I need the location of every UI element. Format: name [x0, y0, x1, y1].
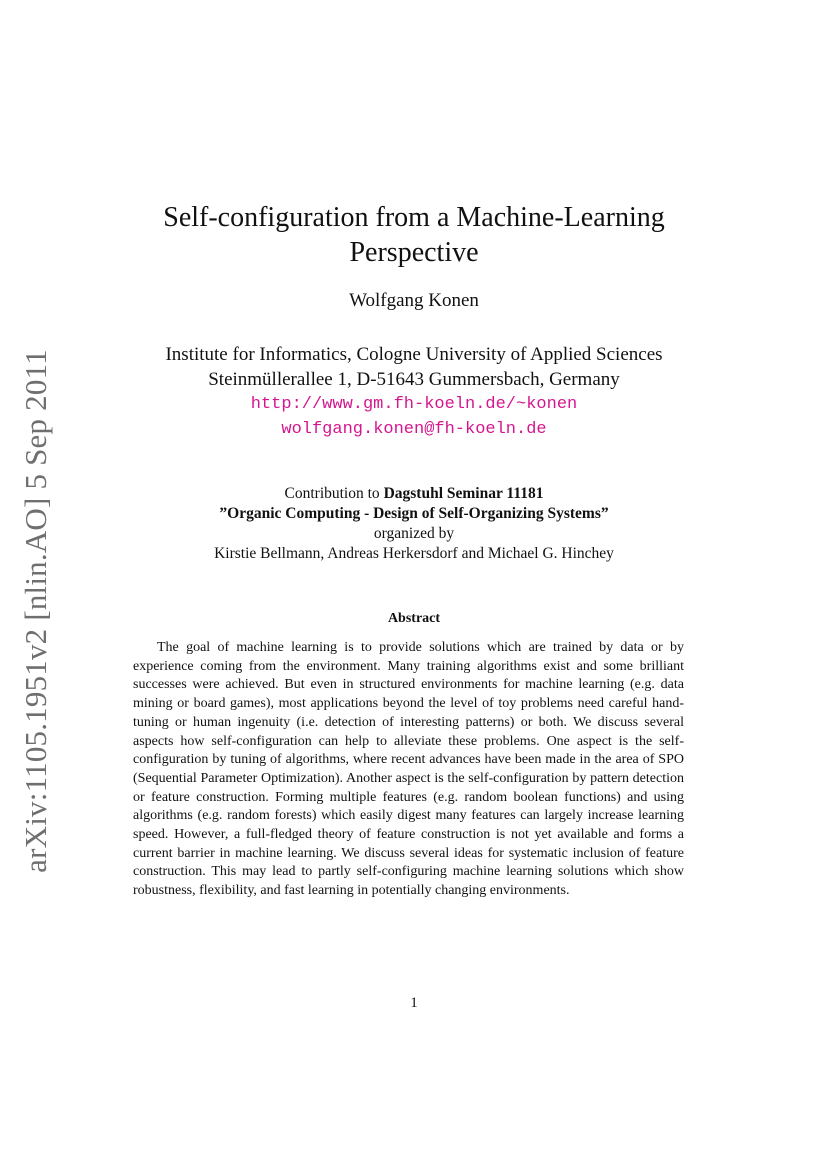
affiliation-block	[0, 342, 828, 442]
title-line-2: Perspective	[349, 237, 479, 268]
organized-by-label: organized by	[373, 525, 455, 542]
seminar-title: ”Organic Computing - Design of Self-Organizing Systems”	[219, 505, 609, 522]
email-link[interactable]: wolfgang.konen@fh-koeln.de	[281, 420, 547, 439]
paper-title	[0, 200, 828, 270]
contribution-block	[0, 484, 828, 564]
affiliation-address: Steinmüllerallee 1, D-51643 Gummersbach, Germany	[208, 369, 620, 390]
abstract-text: The goal of machine learning is to provide solutions which are trained by data or by experience coming from the environment. Many training algorithms exist and some brilliant successes were achieved. But even in structured environments for machine learning (e.g. data mining or board games), most applications beyond the level of toy problems need careful hand-tuning or human ingenuity (i.e. detection of interesting patterns) or both. We discuss several aspects how self-configuration can help to alleviate these problems. One aspect is the self-configuration by tuning of algorithms, where recent advances have been made in the area of SPO (Sequential Parameter Optimization). Another aspect is the self-configuration by pattern detection or feature construction. Forming multiple features (e.g. random boolean functions) and using algorithms (e.g. random forests) which easily digest many features can largely increase learning speed. However, a full-fledged theory of feature construction is not yet available and forms a current barrier in machine learning. We discuss several ideas for systematic inclusion of feature construction. This may lead to partly self-configuring machine learning solutions which show robustness, flexibility, and fast learning in potentially changing environments.	[133, 640, 684, 899]
organizers: Kirstie Bellmann, Andreas Herkersdorf and Michael G. Hinchey	[214, 545, 614, 562]
affiliation-institute: Institute for Informatics, Cologne University of Applied Sciences	[165, 344, 663, 365]
contribution-line	[0, 484, 828, 504]
title-line-1: Self-configuration from a Machine-Learning	[163, 202, 665, 233]
homepage-link[interactable]: http://www.gm.fh-koeln.de/~konen	[250, 395, 578, 414]
page-number: 1	[410, 995, 418, 1011]
seminar-name: Dagstuhl Seminar 11181	[383, 485, 544, 502]
abstract-heading: Abstract	[387, 611, 441, 626]
contribution-prefix: Contribution to	[284, 485, 384, 502]
author-name: Wolfgang Konen	[349, 290, 479, 311]
arxiv-identifier-text: arXiv:1105.1951v2 [nlin.AO] 5 Sep 2011	[18, 349, 53, 873]
